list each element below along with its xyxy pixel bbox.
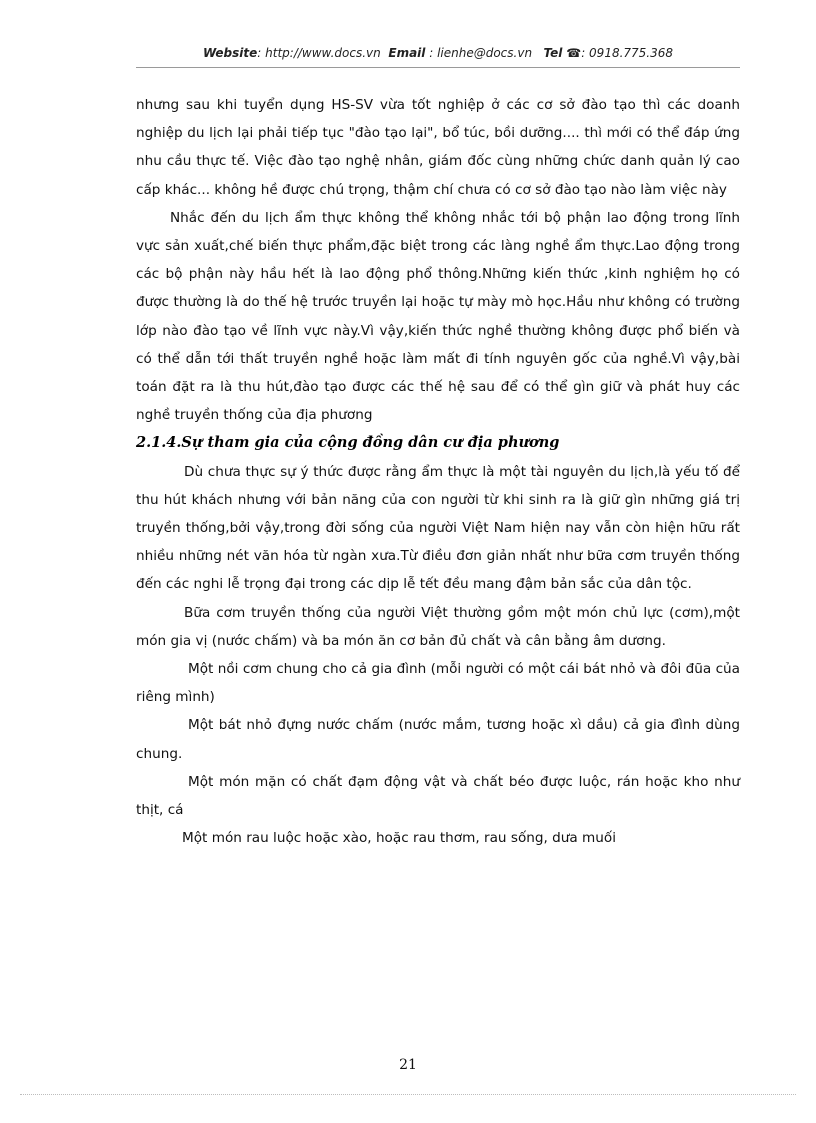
email-label: Email — [388, 46, 426, 60]
paragraph: nhưng sau khi tuyển dụng HS-SV vừa tốt nghiệp ở các cơ sở đào tạo thì các doanh nghiệp du lịch lại phải tiếp tục "đào tạo lại", bổ túc, bồi dưỡng.... thì mới có thể đáp ứng nhu cầu thực tế. Việc đào tạo nghệ nhân, giám đốc cùng những chức danh quản lý cao cấp khác... không hề được chú trọng, thậm chí chưa có cơ sở đào tạo nào làm việc này — [136, 97, 740, 198]
website-label: Website — [202, 46, 258, 60]
website-link[interactable]: : http://www.docs.vn — [257, 46, 381, 60]
paragraph: Nhắc đến du lịch ẩm thực không thể không nhắc tới bộ phận lao động trong lĩnh vực sản xuất,chế biến thực phẩm,đặc biệt trong các làng nghề ẩm thực.Lao động trong các bộ phận này hầu hết là lao động phổ thông.Những kiến thức ,kinh nghiệm họ có được thường là do thế hệ trước truyền lại hoặc tự mày mò học.Hầu như không có trường lớp nào đào tạo về lĩnh vực này.Vì vậy,kiến thức nghề thường không được phổ biến và có thể dẫn tới thất truyền nghề hoặc làm mất đi tính nguyên gốc của nghề.Vì vậy,bài toán đặt ra là thu hút,đào tạo được các thế hệ sau để có thể gìn giữ và phát huy các nghề truyền thống của địa phương — [136, 209, 740, 424]
paragraph: Bữa cơm truyền thống của người Việt thường gồm một món chủ lực (cơm),một món gia vị (nước chấm) và ba món ăn cơ bản đủ chất và cân bằng âm dương. — [136, 604, 740, 649]
tel-label: Tel — [543, 46, 563, 60]
list-item: Một bát nhỏ đựng nước chấm (nước mắm, tương hoặc xì dầu) cả gia đình dùng chung. — [136, 717, 740, 762]
tel-value: : 0918.775.368 — [581, 46, 674, 60]
list-item: Một nồi cơm chung cho cả gia đình (mỗi người có một cái bát nhỏ và đôi đũa của riêng mình) — [136, 661, 740, 706]
list-item: Một món mặn có chất đạm động vật và chất béo được luộc, rán hoặc kho như thịt, cá — [136, 773, 740, 819]
body-text — [136, 91, 740, 852]
section-heading: 2.1.4.Sự tham gia của cộng đồng dân cư địa phương — [136, 434, 560, 452]
phone-icon: ☎ — [566, 46, 582, 60]
page-header — [136, 46, 740, 60]
page-bottom-border — [20, 1094, 796, 1095]
email-link[interactable]: : lienhe@docs.vn — [425, 46, 533, 60]
paragraph: Dù chưa thực sự ý thức được rằng ẩm thực là một tài nguyên du lịch,là yếu tố để thu hút khách nhưng với bản năng của con người từ khi sinh ra là giữ gìn những giá trị truyền thống,bởi vậy,trong đời sống của người Việt Nam hiện nay vẫn còn hiện hữu rất nhiều những nét văn hóa từ ngàn xưa.Từ điều đơn giản nhất như bữa cơm truyền thống đến các nghi lễ trọng đại trong các dịp lễ tết đều mang đậm bản sắc của dân tộc. — [136, 463, 740, 593]
header-divider — [136, 67, 740, 68]
page-number: 21 — [399, 1057, 417, 1073]
list-item: Một món rau luộc hoặc xào, hoặc rau thơm, rau sống, dưa muối — [182, 830, 616, 847]
